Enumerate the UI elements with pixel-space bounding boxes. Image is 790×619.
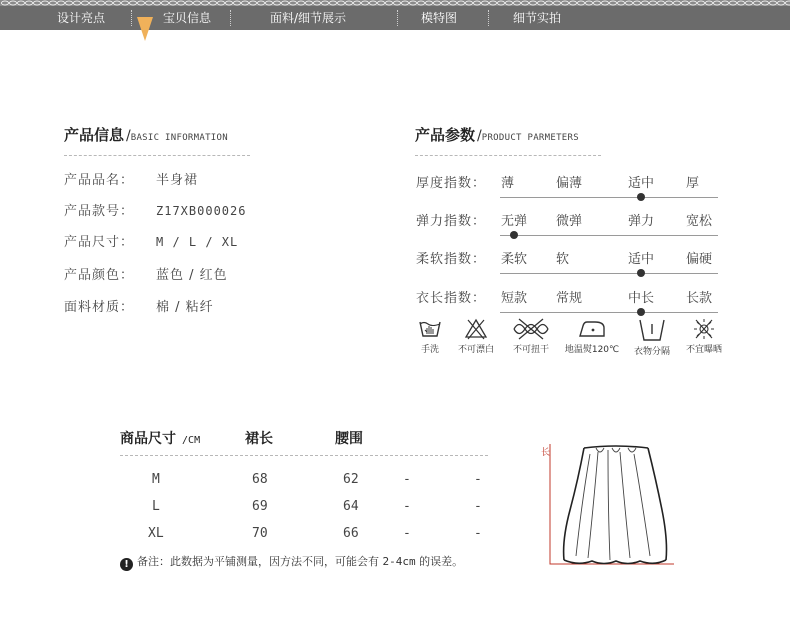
care-item — [448, 318, 504, 355]
size-cell-waist: 62 — [343, 472, 359, 487]
info-row-name — [64, 169, 198, 188]
basic-info-rule — [64, 155, 250, 156]
care-label: 不宜曝晒 — [685, 345, 722, 355]
care-item — [503, 318, 559, 355]
nav-divider — [397, 10, 398, 26]
no-sun-icon — [692, 318, 716, 340]
param-option: 常规 — [556, 291, 583, 306]
param-selected-dot — [637, 308, 645, 316]
size-cell-empty: - — [403, 472, 411, 487]
param-option: 宽松 — [686, 214, 713, 229]
note-suffix: 的误差。 — [419, 555, 464, 568]
note-range: 2-4cm — [382, 555, 416, 568]
skirt-measurement-diagram — [538, 440, 678, 570]
size-cell-waist: 66 — [343, 526, 359, 541]
info-label: 产品品名： — [64, 173, 135, 188]
param-option: 柔软 — [501, 252, 528, 267]
size-cell-empty: - — [474, 526, 482, 541]
param-track — [500, 273, 718, 274]
param-option: 无弹 — [501, 214, 528, 229]
info-row-style-no — [64, 200, 246, 219]
care-label: 不可扭干 — [512, 345, 549, 355]
care-label: 手洗 — [420, 345, 439, 355]
nav-divider — [488, 10, 489, 26]
info-row-color — [64, 264, 228, 283]
param-label: 柔软指数： — [416, 252, 487, 267]
info-label: 产品尺寸： — [64, 235, 135, 250]
no-bleach-icon — [464, 318, 488, 340]
param-option: 长款 — [686, 291, 713, 306]
size-cell-size: L — [152, 499, 160, 514]
length-axis-label: 长 — [541, 448, 551, 458]
param-option: 厚 — [686, 176, 700, 191]
param-option: 微弹 — [556, 214, 583, 229]
info-row-size — [64, 231, 238, 250]
info-row-material — [64, 296, 214, 315]
size-cell-length: 69 — [252, 499, 268, 514]
warning-icon: ! — [120, 558, 133, 571]
tab-design-highlights[interactable]: 设计亮点 — [57, 11, 106, 25]
params-subtitle: PRODUCT PARMETERS — [481, 133, 579, 143]
size-cell-waist: 64 — [343, 499, 359, 514]
size-cell-size: M — [152, 472, 160, 487]
size-cell-empty: - — [474, 499, 482, 514]
param-option: 软 — [556, 252, 570, 267]
param-option: 适中 — [628, 252, 655, 267]
param-row — [416, 172, 720, 192]
care-item — [676, 318, 732, 355]
param-selected-dot — [637, 269, 645, 277]
active-tab-marker — [137, 17, 153, 41]
info-value: Z17XB000026 — [156, 204, 247, 218]
top-navigation — [0, 0, 790, 30]
params-heading: 产品参数 /PRODUCT PARMETERS — [415, 126, 579, 144]
param-option: 偏硬 — [686, 252, 713, 267]
param-row — [416, 210, 720, 230]
basic-info-heading: 产品信息 /BASIC INFORMATION — [64, 126, 228, 144]
note-text: 备注：此数据为平铺测量，因方法不同，可能会有 — [137, 555, 379, 568]
info-label: 面料材质： — [64, 300, 135, 315]
size-cell-empty: - — [403, 526, 411, 541]
no-wring-icon — [511, 318, 551, 340]
param-row — [416, 248, 720, 268]
size-cell-empty: - — [403, 499, 411, 514]
params-rule — [415, 155, 601, 156]
info-value: 半身裙 — [156, 173, 199, 188]
param-selected-dot — [510, 231, 518, 239]
nav-bar — [0, 6, 790, 30]
param-selected-dot — [637, 193, 645, 201]
param-track — [500, 235, 718, 236]
size-cell-size: XL — [148, 526, 164, 541]
tab-product-info[interactable]: 宝贝信息 — [163, 11, 212, 25]
care-item — [562, 318, 622, 355]
param-option: 中长 — [628, 291, 655, 306]
info-label: 产品款号： — [64, 204, 135, 219]
size-cell-length: 70 — [252, 526, 268, 541]
size-cell-length: 68 — [252, 472, 268, 487]
nav-divider — [230, 10, 231, 26]
size-table-title: 商品尺寸 /CM — [120, 431, 201, 447]
size-col-waist: 腰围 — [335, 431, 363, 447]
separate-wash-icon — [637, 318, 667, 342]
low-iron-icon — [577, 318, 607, 340]
info-value: 棉 / 粘纤 — [156, 300, 214, 315]
size-col-length: 裙长 — [245, 431, 273, 447]
size-cell-empty: - — [474, 472, 482, 487]
tab-model-photos[interactable]: 模特图 — [421, 11, 458, 25]
param-label: 弹力指数： — [416, 214, 487, 229]
param-option: 弹力 — [628, 214, 655, 229]
tab-fabric-details[interactable]: 面料/细节展示 — [270, 11, 347, 25]
param-option: 偏薄 — [556, 176, 583, 191]
param-row — [416, 287, 720, 307]
care-label: 地温熨120℃ — [564, 345, 620, 355]
param-option: 适中 — [628, 176, 655, 191]
tab-detail-shots[interactable]: 细节实拍 — [513, 11, 562, 25]
param-track — [500, 197, 718, 198]
param-option: 短款 — [501, 291, 528, 306]
measurement-note — [120, 553, 463, 571]
params-title: 产品参数 — [415, 126, 476, 144]
size-table-rule — [120, 455, 488, 456]
basic-info-subtitle: BASIC INFORMATION — [130, 133, 228, 143]
info-label: 产品颜色： — [64, 268, 135, 283]
care-label: 衣物分隔 — [633, 347, 670, 357]
basic-info-title: 产品信息 — [64, 126, 125, 144]
info-value: 蓝色 / 红色 — [156, 268, 228, 283]
param-label: 衣长指数： — [416, 291, 487, 306]
care-item — [624, 318, 680, 357]
param-track — [500, 312, 718, 313]
hand-wash-icon — [418, 318, 442, 340]
nav-divider — [131, 10, 132, 26]
param-label: 厚度指数： — [416, 176, 487, 191]
param-option: 薄 — [501, 176, 515, 191]
info-value: M / L / XL — [156, 235, 239, 249]
care-label: 不可漂白 — [457, 345, 494, 355]
